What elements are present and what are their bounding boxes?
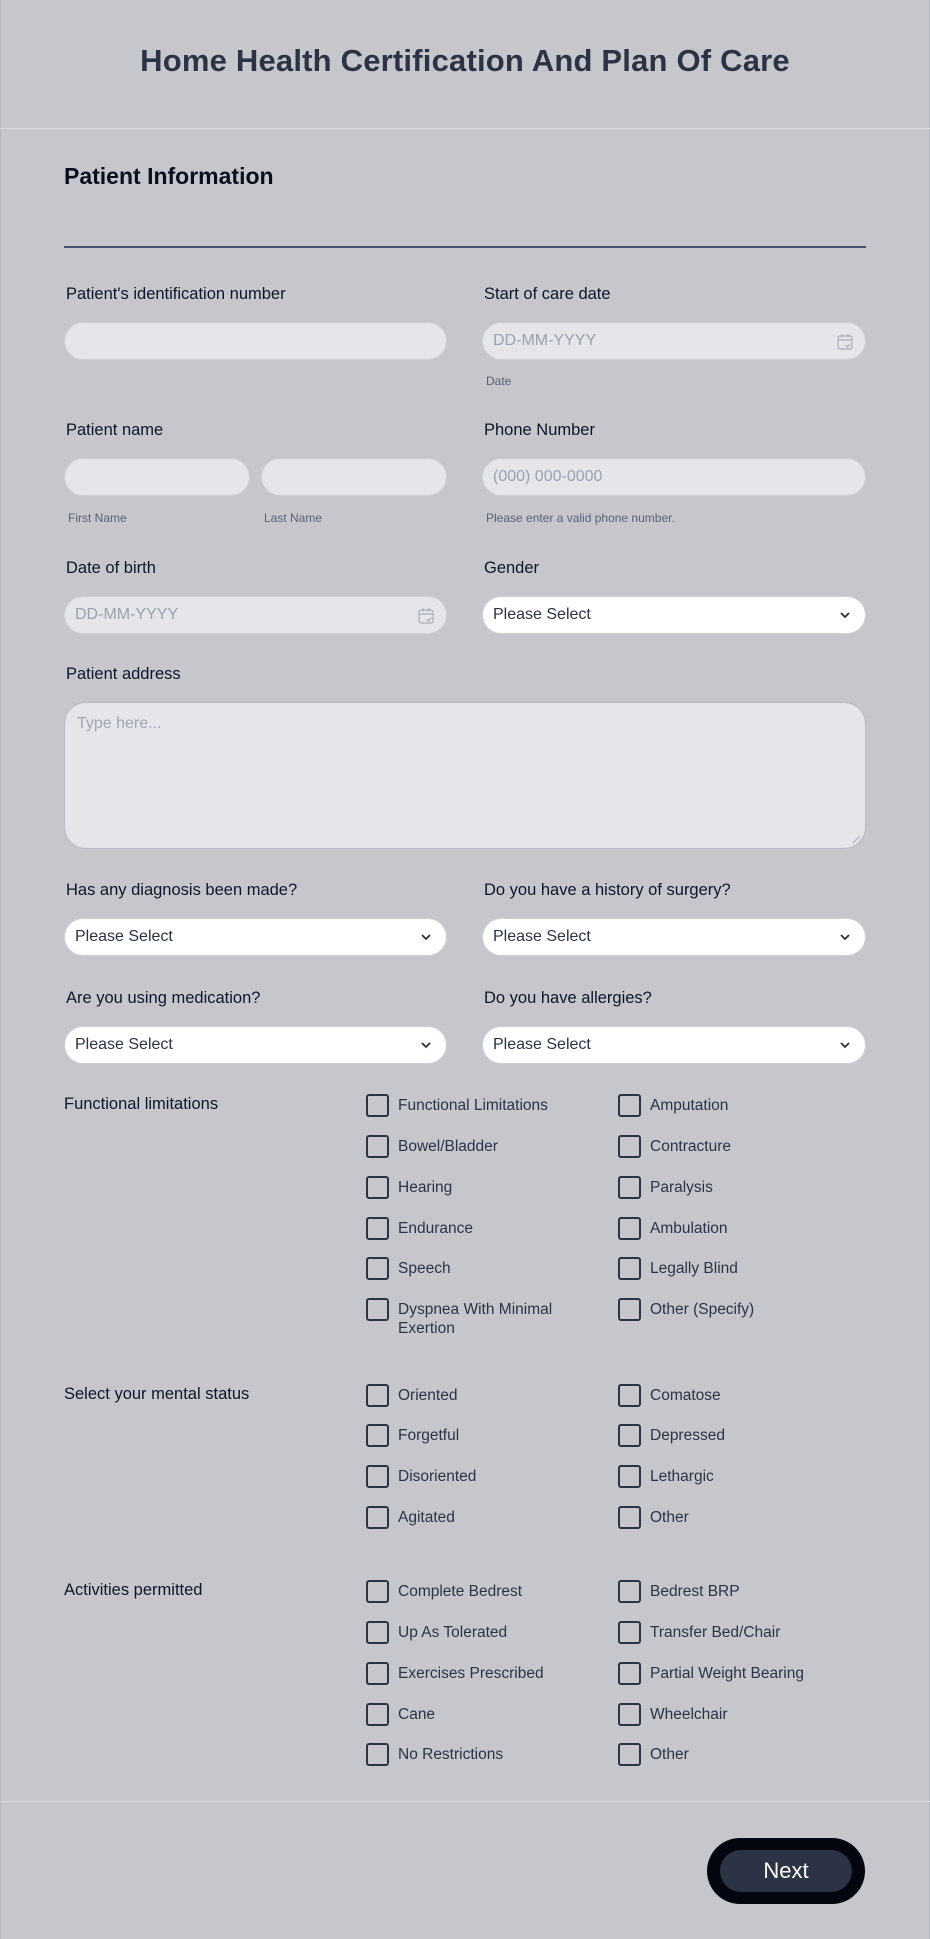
phone-label: Phone Number bbox=[484, 421, 595, 439]
section-title: Patient Information bbox=[64, 163, 274, 189]
checkbox-dyspnea[interactable]: Dyspnea With Minimal Exertion bbox=[366, 1300, 596, 1338]
phone-placeholder: (000) 000-0000 bbox=[493, 468, 603, 485]
checkbox-complete-bedrest[interactable]: Complete Bedrest bbox=[366, 1582, 596, 1603]
patient-id-input[interactable] bbox=[64, 322, 447, 360]
calendar-icon[interactable] bbox=[837, 333, 853, 350]
diagnosis-selected: Please Select bbox=[75, 928, 173, 945]
checkbox[interactable] bbox=[366, 1506, 389, 1529]
checkbox-ambulation[interactable]: Ambulation bbox=[618, 1219, 848, 1240]
checkbox-cane[interactable]: Cane bbox=[366, 1705, 596, 1726]
patient-id-label: Patient's identification number bbox=[66, 285, 286, 303]
checkbox[interactable] bbox=[618, 1743, 641, 1766]
surgery-label: Do you have a history of surgery? bbox=[484, 881, 731, 899]
checkbox[interactable] bbox=[366, 1298, 389, 1321]
checkbox-other-activity[interactable]: Other bbox=[618, 1745, 848, 1766]
checkbox-hearing[interactable]: Hearing bbox=[366, 1178, 596, 1199]
chevron-down-icon bbox=[420, 932, 432, 942]
checkbox-bedrest-brp[interactable]: Bedrest BRP bbox=[618, 1582, 848, 1603]
checkbox-paralysis[interactable]: Paralysis bbox=[618, 1178, 848, 1199]
checkbox[interactable] bbox=[366, 1424, 389, 1447]
medication-select[interactable] bbox=[64, 1026, 447, 1064]
dob-input[interactable] bbox=[64, 596, 447, 634]
gender-label: Gender bbox=[484, 559, 540, 577]
checkbox-no-restrictions[interactable]: No Restrictions bbox=[366, 1745, 596, 1766]
checkbox-forgetful[interactable]: Forgetful bbox=[366, 1426, 596, 1447]
checkbox-depressed[interactable]: Depressed bbox=[618, 1426, 848, 1447]
checkbox[interactable] bbox=[366, 1176, 389, 1199]
checkbox-oriented[interactable]: Oriented bbox=[366, 1386, 596, 1407]
checkbox[interactable] bbox=[618, 1506, 641, 1529]
checkbox-functional-limitations[interactable]: Functional Limitations bbox=[366, 1096, 596, 1117]
checkbox-up-as-tolerated[interactable]: Up As Tolerated bbox=[366, 1623, 596, 1644]
checkbox-contracture[interactable]: Contracture bbox=[618, 1137, 848, 1158]
checkbox[interactable] bbox=[618, 1384, 641, 1407]
calendar-icon[interactable] bbox=[418, 607, 434, 624]
checkbox[interactable] bbox=[618, 1094, 641, 1117]
form-header bbox=[0, 0, 930, 129]
checkbox-comatose[interactable]: Comatose bbox=[618, 1386, 848, 1407]
start-of-care-placeholder: DD-MM-YYYY bbox=[493, 332, 597, 349]
checkbox[interactable] bbox=[366, 1662, 389, 1685]
dob-label: Date of birth bbox=[66, 559, 156, 577]
last-name-input[interactable] bbox=[261, 458, 447, 496]
diagnosis-label: Has any diagnosis been made? bbox=[66, 881, 298, 899]
chevron-down-icon bbox=[839, 610, 851, 620]
checkbox-endurance[interactable]: Endurance bbox=[366, 1219, 596, 1240]
start-of-care-label: Start of care date bbox=[484, 285, 611, 303]
checkbox[interactable] bbox=[618, 1217, 641, 1240]
phone-sublabel: Please enter a valid phone number. bbox=[486, 511, 675, 525]
checkbox[interactable] bbox=[618, 1703, 641, 1726]
phone-input[interactable] bbox=[482, 458, 866, 496]
resize-handle-icon[interactable] bbox=[851, 834, 861, 844]
checkbox[interactable] bbox=[618, 1465, 641, 1488]
chevron-down-icon bbox=[420, 1040, 432, 1050]
checkbox-transfer-bed-chair[interactable]: Transfer Bed/Chair bbox=[618, 1623, 848, 1644]
checkbox-bowel-bladder[interactable]: Bowel/Bladder bbox=[366, 1137, 596, 1158]
form-title: Home Health Certification And Plan Of Care bbox=[140, 43, 790, 78]
checkbox[interactable] bbox=[366, 1703, 389, 1726]
last-name-sublabel: Last Name bbox=[264, 511, 323, 525]
diagnosis-select[interactable] bbox=[64, 918, 447, 956]
checkbox-speech[interactable]: Speech bbox=[366, 1259, 596, 1280]
checkbox-wheelchair[interactable]: Wheelchair bbox=[618, 1705, 848, 1726]
start-of-care-input[interactable] bbox=[482, 322, 866, 360]
section-divider bbox=[64, 246, 866, 248]
checkbox[interactable] bbox=[618, 1621, 641, 1644]
patient-name-label: Patient name bbox=[66, 421, 164, 439]
surgery-select[interactable] bbox=[482, 918, 866, 956]
checkbox-other-mental[interactable]: Other bbox=[618, 1508, 848, 1529]
medication-selected: Please Select bbox=[75, 1036, 173, 1053]
checkbox[interactable] bbox=[618, 1662, 641, 1685]
gender-selected: Please Select bbox=[493, 606, 591, 623]
checkbox-lethargic[interactable]: Lethargic bbox=[618, 1467, 848, 1488]
activities-permitted-label: Activities permitted bbox=[64, 1581, 203, 1599]
checkbox[interactable] bbox=[366, 1465, 389, 1488]
functional-limitations-label: Functional limitations bbox=[64, 1095, 219, 1113]
footer-divider bbox=[0, 1801, 930, 1802]
mental-status-label: Select your mental status bbox=[64, 1385, 250, 1403]
checkbox[interactable] bbox=[366, 1257, 389, 1280]
chevron-down-icon bbox=[839, 932, 851, 942]
gender-select[interactable] bbox=[482, 596, 866, 634]
checkbox[interactable] bbox=[366, 1621, 389, 1644]
checkbox[interactable] bbox=[366, 1135, 389, 1158]
checkbox[interactable] bbox=[618, 1580, 641, 1603]
allergies-label: Do you have allergies? bbox=[484, 989, 652, 1007]
checkbox-other-specify[interactable]: Other (Specify) bbox=[618, 1300, 848, 1321]
start-of-care-sublabel: Date bbox=[486, 374, 512, 388]
address-textarea[interactable] bbox=[64, 702, 866, 849]
address-placeholder: Type here... bbox=[77, 715, 162, 732]
address-label: Patient address bbox=[66, 665, 181, 683]
page-edge bbox=[0, 0, 1, 1939]
checkbox[interactable] bbox=[366, 1743, 389, 1766]
checkbox[interactable] bbox=[366, 1094, 389, 1117]
allergies-select[interactable] bbox=[482, 1026, 866, 1064]
first-name-sublabel: First Name bbox=[68, 511, 127, 525]
checkbox-agitated[interactable]: Agitated bbox=[366, 1508, 596, 1529]
next-button[interactable]: Next bbox=[720, 1850, 852, 1892]
checkbox[interactable] bbox=[366, 1217, 389, 1240]
dob-placeholder: DD-MM-YYYY bbox=[75, 606, 179, 623]
checkbox[interactable] bbox=[618, 1135, 641, 1158]
next-button-focus-ring bbox=[707, 1838, 865, 1904]
checkbox[interactable] bbox=[366, 1384, 389, 1407]
chevron-down-icon bbox=[839, 1040, 851, 1050]
checkbox-partial-weight-bearing[interactable]: Partial Weight Bearing bbox=[618, 1664, 848, 1685]
checkbox-legally-blind[interactable]: Legally Blind bbox=[618, 1259, 848, 1280]
checkbox[interactable] bbox=[366, 1580, 389, 1603]
checkbox[interactable] bbox=[618, 1298, 641, 1321]
checkbox[interactable] bbox=[618, 1176, 641, 1199]
surgery-selected: Please Select bbox=[493, 928, 591, 945]
checkbox-disoriented[interactable]: Disoriented bbox=[366, 1467, 596, 1488]
checkbox-exercises-prescribed[interactable]: Exercises Prescribed bbox=[366, 1664, 596, 1685]
allergies-selected: Please Select bbox=[493, 1036, 591, 1053]
checkbox[interactable] bbox=[618, 1424, 641, 1447]
first-name-input[interactable] bbox=[64, 458, 250, 496]
checkbox[interactable] bbox=[618, 1257, 641, 1280]
medication-label: Are you using medication? bbox=[66, 989, 261, 1007]
checkbox-amputation[interactable]: Amputation bbox=[618, 1096, 848, 1117]
